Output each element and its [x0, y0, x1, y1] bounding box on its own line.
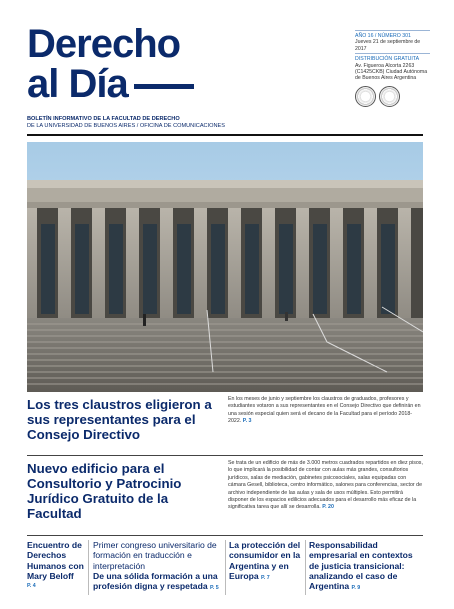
header-divider [27, 134, 423, 136]
teaser-1-page-ref[interactable]: P. 4 [27, 583, 36, 590]
masthead-dash [134, 84, 194, 89]
meta-rule-top [355, 30, 430, 31]
lead-article-page-ref[interactable]: P. 3 [242, 418, 252, 425]
teaser-3-headline [229, 540, 302, 583]
distribution-label: DISTRIBUCIÓN GRATUITA [355, 56, 420, 63]
teaser-2[interactable] [93, 540, 223, 593]
second-article-title[interactable]: Nuevo edificio para el Consultorio y Patrocinio Jurídico Gratuito de la Facultad [27, 461, 182, 521]
teaser-3-title: La protección del consumidor en la Argentina y en Europa [229, 540, 301, 581]
teaser-1[interactable] [27, 540, 85, 591]
teaser-1-title: Encuentro de Derechos Humanos con Mary Beloff [27, 540, 84, 581]
teaser-separator-3 [305, 540, 306, 595]
section-divider-1 [27, 455, 423, 456]
publication-subtitle [27, 116, 225, 130]
teaser-2-title: De una sólida formación a una profesión digna y respetada [93, 570, 218, 592]
teaser-separator-2 [225, 540, 226, 595]
university-seal-icon [379, 86, 400, 107]
masthead [27, 24, 194, 104]
masthead-title-line2 [27, 64, 194, 104]
second-article-page-ref[interactable]: P. 20 [322, 504, 334, 511]
address: Av. Figueroa Alcorta 2263 (C1425CKB) Ciudad Autónoma de Buenos Aires Argentina [355, 62, 428, 82]
second-article-body [228, 460, 423, 512]
lead-article-text: En los meses de junio y septiembre los claustros de graduados, profesores y estudiantes votaron a sus representantes en el Consejo Directivo que definirán en una sesión especial quien será el decano de la Facultad para el período 2018-2022. [228, 396, 421, 425]
faculty-building-photo [27, 142, 423, 392]
university-seals [355, 86, 401, 108]
issue-meta [355, 29, 430, 82]
teaser-3-page-ref[interactable]: P. 7 [261, 574, 270, 581]
subtitle-line2: DE LA UNIVERSIDAD DE BUENOS AIRES / OFICINA DE COMUNICACIONES [27, 123, 225, 129]
masthead-title-line1: Derecho [27, 22, 181, 66]
lead-article-body [228, 396, 423, 426]
faculty-seal-icon [355, 86, 376, 107]
teaser-3[interactable] [229, 540, 302, 583]
teaser-2-headline [93, 571, 223, 594]
teaser-separator-1 [88, 540, 89, 595]
teaser-4[interactable] [309, 540, 423, 593]
section-divider-2 [27, 535, 423, 536]
issue-number: AÑO 16 / NÚMERO 301 [355, 33, 411, 39]
teaser-2-kicker: Primer congreso universitario de formación en traducción e interpretación [93, 540, 217, 571]
teaser-4-headline [309, 540, 423, 593]
second-article-text: Se trata de un edificio de más de 3.000 metros cuadrados repartidos en diez pisos, lo que implicará la posibilidad de contar con aulas más grandes, consultorios jurídicos, salas de mediación, gabinetes psicosociales, salas equipadas con cámara Gesell, biblioteca, centro informático, salones para conferencias, sector de archivo independiente de las aulas y sala de usos múltiples. Esto permitirá disponer de los espacios edilicios adecuados para el desarrollo más eficaz de la significativa tarea que allí se desarrolla. [228, 460, 423, 511]
meta-rule-middle [355, 53, 430, 54]
teaser-4-title: Responsabilidad empresarial en contextos de justicia transicional: analizando el caso de Argentina [309, 540, 413, 592]
lead-article-title[interactable]: Los tres claustros eligieron a sus representantes para el Consejo Directivo [27, 397, 212, 442]
teaser-2-page-ref[interactable]: P. 5 [210, 585, 219, 592]
subtitle-line1: BOLETÍN INFORMATIVO DE LA FACULTAD DE DERECHO [27, 116, 180, 122]
teaser-4-page-ref[interactable]: P. 9 [351, 585, 361, 592]
masthead-title-line2-text: al Día [27, 62, 128, 106]
issue-date: Jueves 21 de septiembre de 2017 [355, 39, 421, 52]
